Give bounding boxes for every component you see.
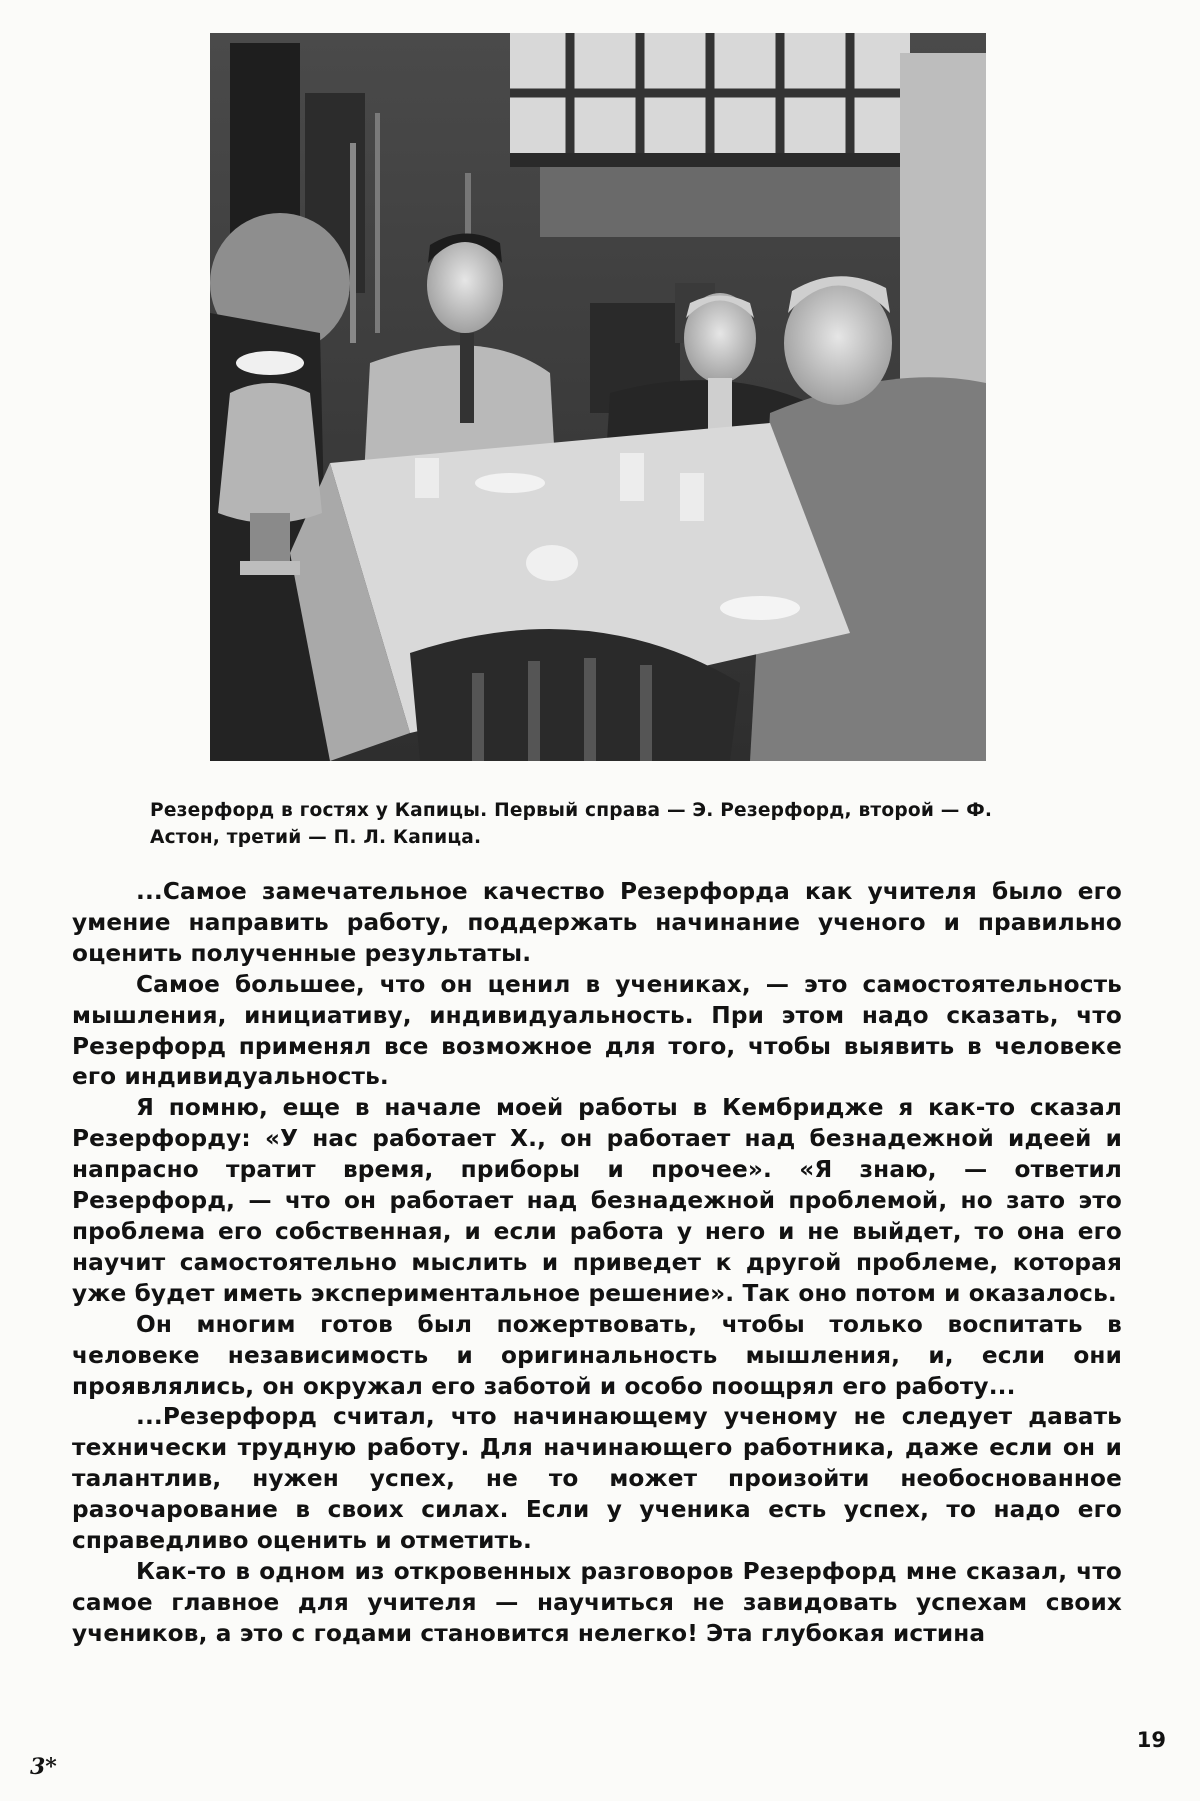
signature-mark: 3*: [30, 1754, 57, 1780]
paragraph: Самое большее, что он ценил в учениках, — это самостоятельность мышления, инициативу, индивидуальность. При этом надо сказать, что Резерфорд применял все возможное для того, чтобы выявить в человеке его индивидуальность.: [72, 970, 1122, 1091]
article-body: [72, 877, 1122, 1650]
paragraph: Как-то в одном из откровенных разговоров Резерфорд мне сказал, что самое главное для учителя — научиться не завидовать успехам своих учеников, а это с годами становится нелегко! Эта глубокая истина: [72, 1557, 1122, 1647]
photo-scene: [210, 33, 986, 761]
paragraph: ...Самое замечательное качество Резерфорда как учителя было его умение направить работу, поддержать начинание ученого и правильно оценить полученные результаты.: [72, 878, 1122, 967]
paragraph: ...Резерфорд считал, что начинающему ученому не следует давать технически трудную работу. Для начинающего работника, даже если он и талантлив, нужен успех, не то может произойти необоснованное разочарование в своих силах. Если у ученика есть успех, то надо его справедливо оценить и отметить.: [72, 1403, 1122, 1555]
paragraph: Я помню, еще в начале моей работы в Кембридже я как-то сказал Резерфорду: «У нас работает X., он работает над безнадежной идеей и напрасно тратит время, приборы и прочее». «Я знаю, — ответил Резерфорд, — что он работает над безнадежной проблемой, но зато это проблема его собственная, и если работа у него и не выйдет, то она его научит самостоятельно мыслить и приведет к другой проблеме, которая уже будет иметь экспериментальное решение». Так оно потом и оказалось.: [72, 1094, 1122, 1307]
page-number: 19: [1136, 1728, 1166, 1752]
figure-caption: Резерфорд в гостях у Капицы. Первый справа — Э. Резерфорд, второй — Ф. Астон, третий — П. Л. Капица.: [150, 800, 993, 848]
figure-photo: [210, 33, 986, 761]
paragraph: Он многим готов был пожертвовать, чтобы только воспитать в человеке независимость и оригинальность мышления, и, если они проявлялись, он окружал его заботой и особо поощрял его работу...: [72, 1310, 1122, 1400]
